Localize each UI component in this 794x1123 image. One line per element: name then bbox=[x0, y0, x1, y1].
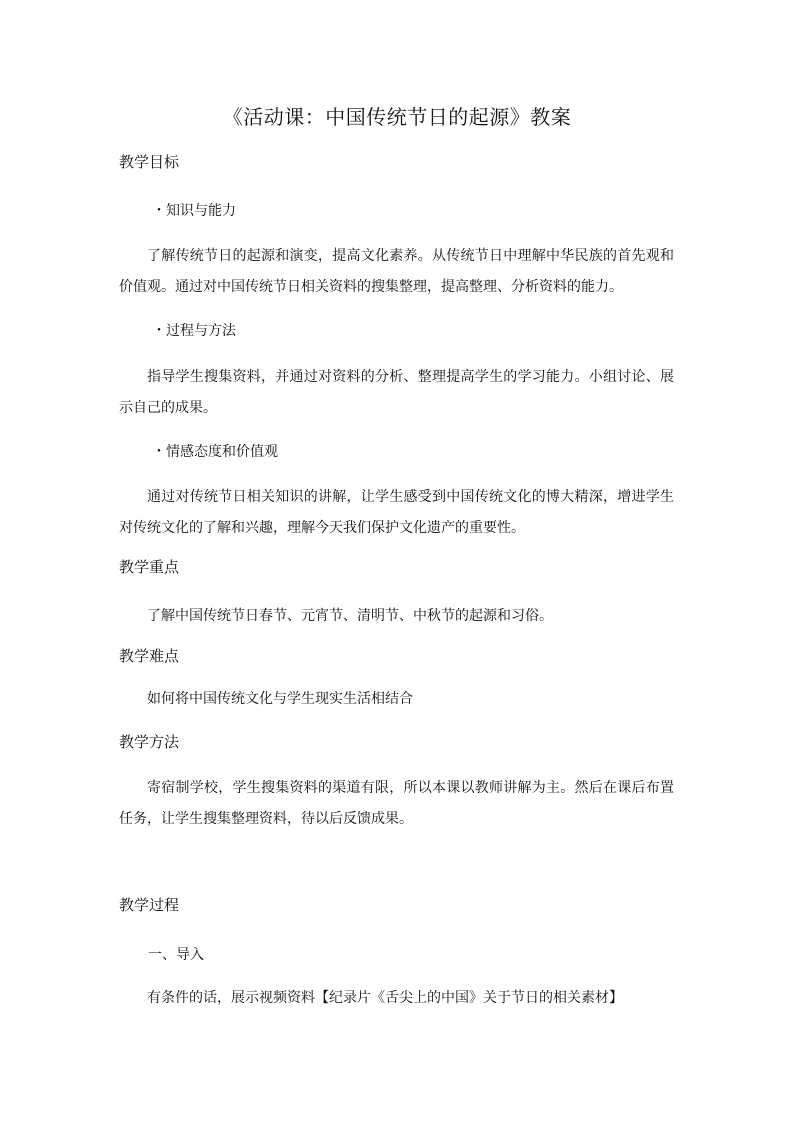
subheading-process-method: ・过程与方法 bbox=[152, 323, 236, 339]
paragraph-methods: 寄宿制学校，学生搜集资料的渠道有限，所以本课以教师讲解为主。然后在课后布置任务，让学生搜集整理资料，待以后反馈成果。 bbox=[119, 780, 674, 827]
paragraph-key-points: 了解中国传统节日春节、元宵节、清明节、中秋节的起源和习俗。 bbox=[147, 608, 553, 624]
paragraph-difficulties: 如何将中国传统文化与学生现实生活相结合 bbox=[147, 691, 413, 707]
document-title: 《活动课：中国传统节日的起源》教案 bbox=[222, 105, 572, 129]
section-heading-process: 教学过程 bbox=[119, 896, 180, 914]
paragraph-process-method: 指导学生搜集资料，并通过对资料的分析、整理提高学生的学习能力。小组讨论、展示自己的成果。 bbox=[119, 369, 674, 416]
paragraph-knowledge-ability: 了解传统节日的起源和演变，提高文化素养。从传统节日中理解中华民族的首先观和价值观。通过对中国传统节日相关资料的搜集整理，提高整理、分析资料的能力。 bbox=[119, 248, 674, 295]
section-heading-methods: 教学方法 bbox=[119, 733, 180, 751]
section-heading-objectives: 教学目标 bbox=[119, 153, 180, 171]
subheading-introduction: 一、导入 bbox=[148, 947, 204, 963]
section-heading-key-points: 教学重点 bbox=[119, 558, 180, 576]
paragraph-introduction: 有条件的话，展示视频资料【纪录片《舌尖上的中国》关于节日的相关素材】 bbox=[147, 990, 623, 1006]
paragraph-emotion-values: 通过对传统节日相关知识的讲解，让学生感受到中国传统文化的博大精深，增进学生对传统文化的了解和兴趣，理解今天我们保护文化遗产的重要性。 bbox=[119, 489, 674, 536]
subheading-knowledge-ability: ・知识与能力 bbox=[152, 203, 236, 219]
subheading-emotion-values: ・情感态度和价值观 bbox=[152, 444, 278, 460]
section-heading-difficulties: 教学难点 bbox=[119, 647, 180, 665]
